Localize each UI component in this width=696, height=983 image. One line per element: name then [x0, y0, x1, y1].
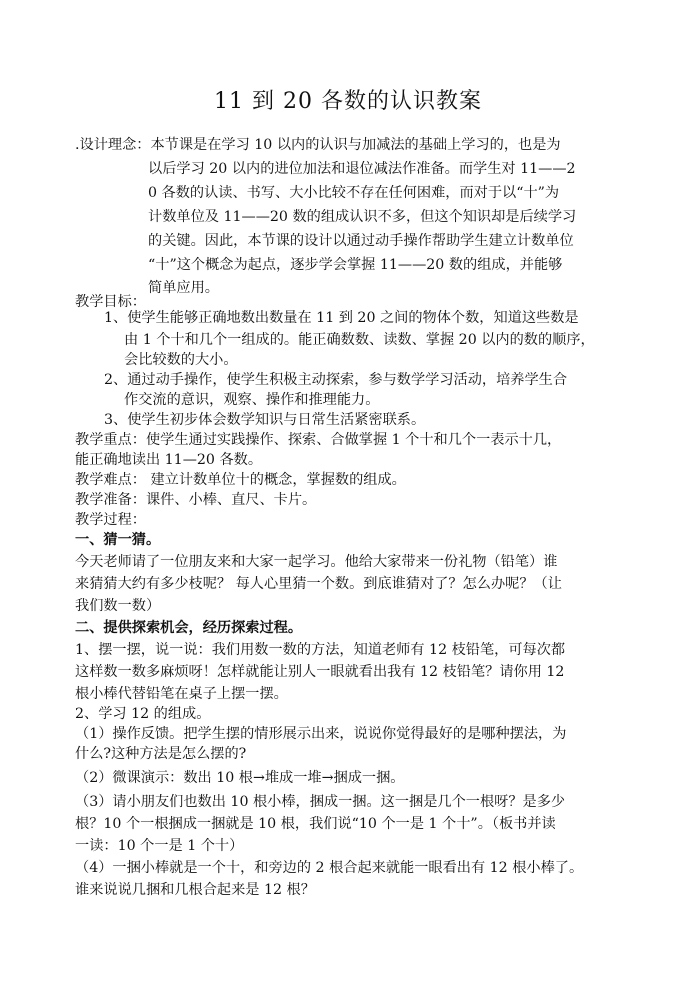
- document-title: 11 到 20 各数的认识教案: [214, 89, 482, 114]
- preparation: 教学准备：课件、小棒、直尺、卡片。: [75, 492, 317, 508]
- step-2-3-line-2: 根？10 个一根捆成一捆就是 10 根，我们说“10 个一是 1 个十”。（板书并读: [75, 816, 556, 832]
- design-concept-line-7: 简单应用。: [148, 280, 219, 296]
- section-1-line-3: 我们数一数）: [75, 598, 161, 614]
- section-1-line-2: 来猜猜大约有多少枝呢？ 每人心里猜一个数。到底谁猜对了？怎么办呢？（让: [75, 576, 562, 592]
- step-2-1-line-1: （1）操作反馈。把学生摆的情形展示出来，说说你觉得最好的是哪种摆法，为: [75, 726, 567, 742]
- step-2-3-line-1: （3）请小朋友们也数出 10 根小棒，捆成一捆。这一捆是几个一根呀？是多少: [75, 794, 566, 810]
- objective-2-line-2: 作交流的意识，观察、操作和推理能力。: [124, 392, 380, 408]
- difficulties: 教学难点： 建立计数单位十的概念，掌握数的组成。: [75, 472, 406, 488]
- step-2-3-line-3: 一读：10 个一是 1 个十）: [75, 838, 244, 854]
- step-2-1-line-2: 什么?这种方法是怎么摆的?: [75, 746, 247, 762]
- objective-1-line-1: 1、使学生能够正确地数出数量在 11 到 20 之间的物体个数，知道这些数是: [104, 310, 579, 326]
- step-1-line-2: 这样数一数多麻烦呀！怎样就能让别人一眼就看出我有 12 枝铅笔？请你用 12: [75, 664, 565, 680]
- step-1-line-3: 根小棒代替铅笔在桌子上摆一摆。: [75, 686, 288, 702]
- design-concept-line-4: 计数单位及 11——20 数的组成认识不多，但这个知识却是后续学习: [148, 209, 577, 225]
- objectives-heading: 教学目标：: [75, 294, 146, 310]
- step-1-line-1: 1、摆一摆，说一说：我们用数一数的方法，知道老师有 12 枝铅笔，可每次都: [75, 642, 566, 658]
- objective-1-line-2: 由 1 个十和几个一组成的。能正确数数、读数、掌握 20 以内的数的顺序，: [124, 332, 595, 348]
- objective-2-line-1: 2、通过动手操作，使学生积极主动探索，参与数学学习活动，培养学生合: [104, 372, 568, 388]
- design-concept-line-6: “十”这个概念为起点，逐步学会掌握 11——20 数的组成，并能够: [148, 257, 563, 273]
- section-1-heading: 一、猜一猜。: [75, 532, 161, 548]
- design-concept-line-1: .设计理念：本节课是在学习 10 以内的认识与加减法的基础上学习的，也是为: [75, 137, 561, 153]
- section-1-line-1: 今天老师请了一位朋友来和大家一起学习。他给大家带来一份礼物（铅笔）谁: [75, 554, 558, 570]
- step-2-4-line-2: 谁来说说几捆和几根合起来是 12 根？: [75, 882, 315, 898]
- design-concept-line-2: 以后学习 20 以内的进位加法和退位减法作准备。而学生对 11——2: [148, 161, 576, 177]
- design-concept-line-3: 0 各数的认读、书写、大小比较不存在任何困难，而对于以“十”为: [148, 185, 560, 201]
- objective-3: 3、使学生初步体会数学知识与日常生活紧密联系。: [104, 412, 426, 428]
- design-concept-line-5: 的关键。因此，本节课的设计以通过动手操作帮助学生建立计数单位: [148, 233, 574, 249]
- process-heading: 教学过程：: [75, 512, 146, 528]
- key-points-line-2: 能正确地读出 11—20 各数。: [75, 452, 263, 468]
- step-2-2: （2）微课演示：数出 10 根→堆成一堆→捆成一捆。: [75, 770, 405, 786]
- objective-1-line-3: 会比较数的大小。: [124, 352, 238, 368]
- key-points-line-1: 教学重点：使学生通过实践操作、探索、合做掌握 1 个十和几个一表示十几，: [75, 432, 562, 448]
- step-2-heading: 2、学习 12 的组成。: [75, 706, 211, 722]
- step-2-4-line-1: （4）一捆小棒就是一个十，和旁边的 2 根合起来就能一眼看出有 12 根小棒了。: [75, 860, 584, 876]
- section-2-heading: 二、提供探索机会，经历探索过程。: [75, 620, 303, 636]
